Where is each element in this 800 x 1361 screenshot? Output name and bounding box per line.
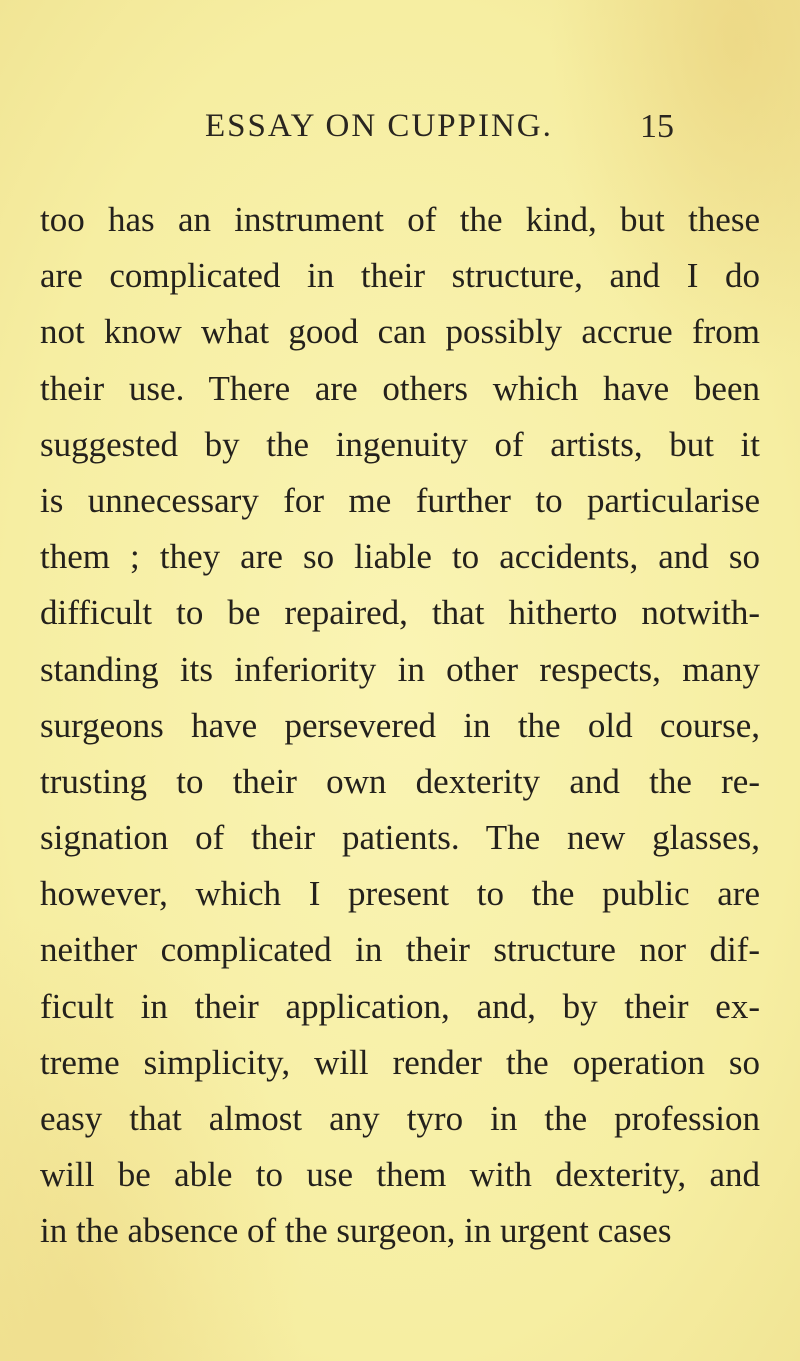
text-line: in the absence of the surgeon, in urgent cases bbox=[40, 1211, 672, 1251]
running-head: ESSAY ON CUPPING. bbox=[205, 108, 553, 144]
text-line: trusting to their own dexterity and the re- bbox=[40, 761, 760, 801]
text-line: signation of their patients. The new glasses, bbox=[40, 818, 760, 858]
text-line: too has an instrument of the kind, but these bbox=[40, 200, 760, 239]
text-line: are complicated in their structure, and I do bbox=[40, 256, 760, 296]
text-line: standing its inferiority in other respects, many bbox=[40, 649, 760, 689]
text-line: suggested by the ingenuity of artists, but it bbox=[40, 424, 760, 464]
text-line: treme simplicity, will render the operation so bbox=[40, 1042, 760, 1082]
text-line: difficult to be repaired, that hitherto notwith- bbox=[40, 593, 760, 633]
page-header bbox=[0, 108, 800, 152]
text-line: their use. There are others which have been bbox=[40, 368, 760, 408]
text-line: neither complicated in their structure nor dif- bbox=[40, 930, 760, 970]
text-line: them ; they are so liable to accidents, and so bbox=[40, 537, 760, 577]
text-line: however, which I present to the public are bbox=[40, 874, 760, 914]
text-line: not know what good can possibly accrue from bbox=[40, 312, 760, 352]
text-line: will be able to use them with dexterity, and bbox=[40, 1155, 760, 1195]
page-number: 15 bbox=[640, 108, 674, 145]
text-line: easy that almost any tyro in the profession bbox=[40, 1099, 760, 1138]
text-line: is unnecessary for me further to particularise bbox=[40, 480, 760, 520]
text-line: surgeons have persevered in the old course, bbox=[40, 705, 760, 745]
text-line: ficult in their application, and, by their ex- bbox=[40, 986, 760, 1026]
body-text bbox=[40, 192, 760, 1260]
